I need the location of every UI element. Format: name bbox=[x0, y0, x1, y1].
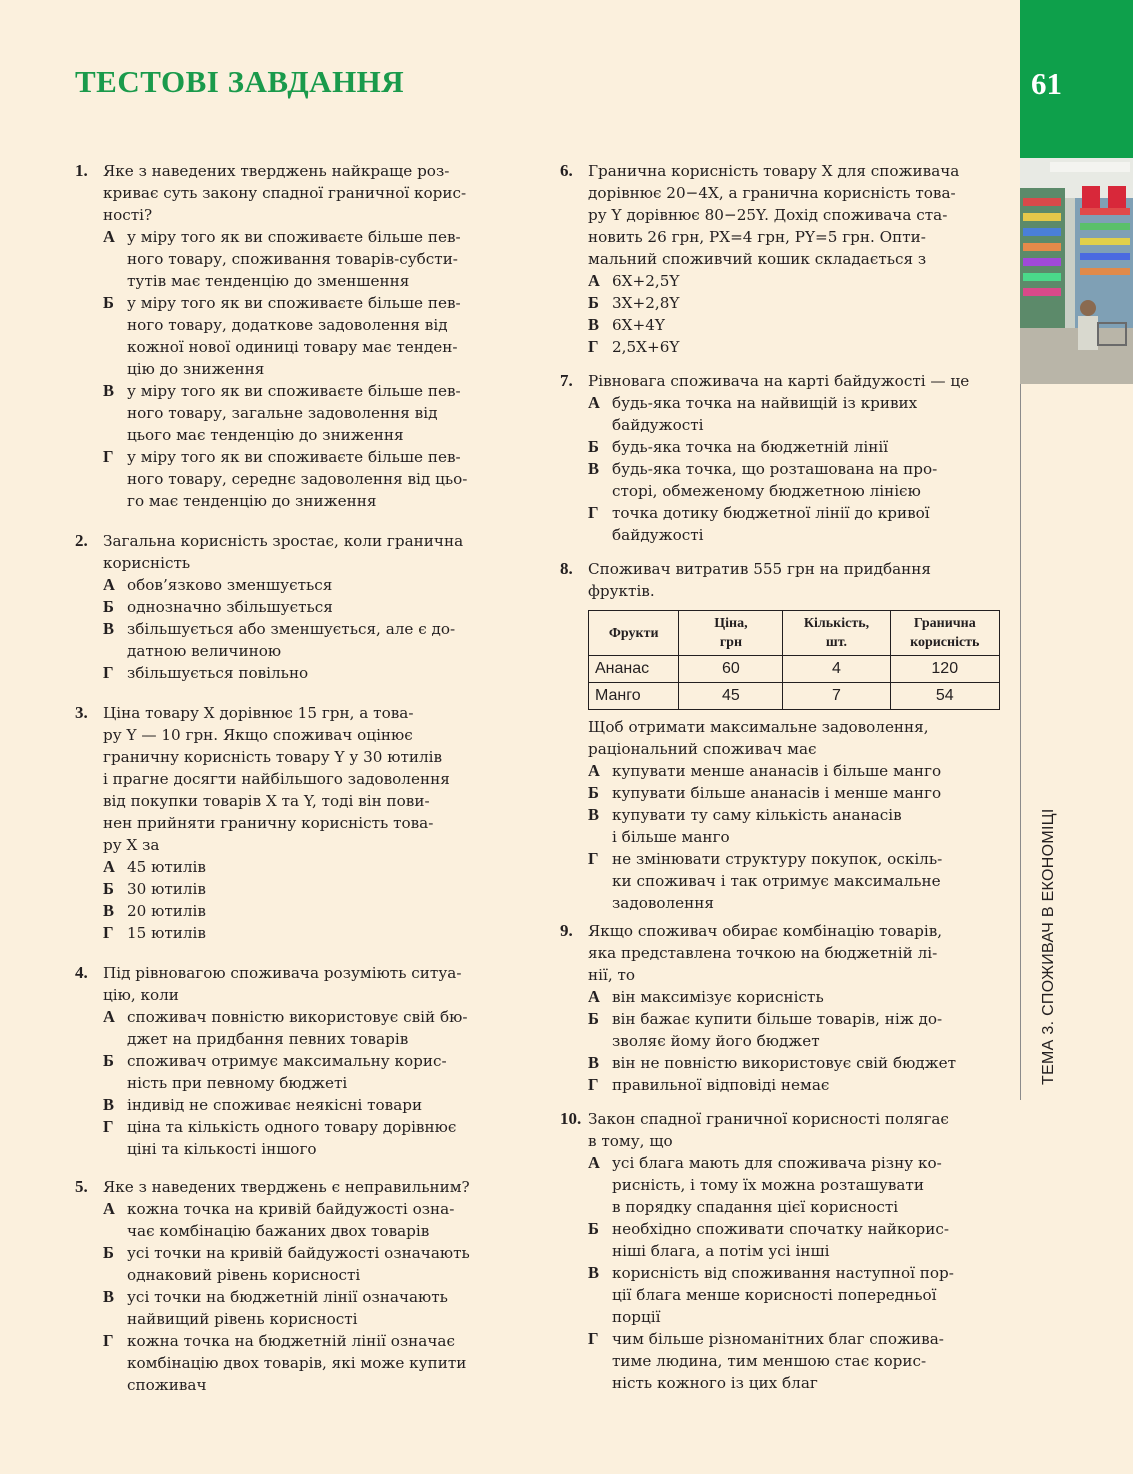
option-letter: А bbox=[103, 227, 115, 246]
option-letter: Г bbox=[588, 1329, 599, 1348]
question-stem bbox=[588, 160, 1000, 270]
followup-line: Щоб отримати максимальне задоволення, bbox=[588, 718, 929, 736]
option-letter: Б bbox=[588, 1219, 599, 1238]
question-stem bbox=[103, 160, 515, 226]
answer-option bbox=[75, 292, 515, 380]
option-letter: Г bbox=[588, 1075, 599, 1094]
answer-option bbox=[75, 1198, 515, 1242]
option-line: ціна та кількість одного товару дорівнює bbox=[127, 1118, 457, 1136]
stem-line: Гранична корисність товару X для споживача bbox=[588, 162, 960, 180]
answer-option bbox=[75, 1330, 515, 1396]
option-letter: Б bbox=[103, 293, 114, 312]
option-line: він не повністю використовує свій бюджет bbox=[612, 1054, 957, 1072]
table-cell: 120 bbox=[890, 656, 999, 683]
followup-line: раціональний споживач має bbox=[588, 740, 817, 758]
option-line: байдужості bbox=[612, 526, 704, 544]
option-letter: В bbox=[588, 805, 600, 824]
option-letter: В bbox=[103, 619, 115, 638]
table-header bbox=[890, 611, 999, 656]
option-letter: А bbox=[588, 271, 600, 290]
option-letter: Б bbox=[103, 1051, 114, 1070]
option-letter: Г bbox=[103, 1117, 114, 1136]
option-line: 3X+2,8Y bbox=[612, 294, 680, 312]
option-line: будь-яка точка на найвищій із кривих bbox=[612, 394, 918, 412]
question-number: 9. bbox=[560, 921, 573, 940]
option-letter: В bbox=[588, 1263, 600, 1282]
option-letter: А bbox=[103, 575, 115, 594]
answer-option bbox=[75, 662, 515, 684]
stem-line: Якщо споживач обирає комбінацію товарів, bbox=[588, 922, 943, 940]
option-line: купувати ту саму кількість ананасів bbox=[612, 806, 902, 824]
answer-option bbox=[560, 782, 1000, 804]
option-letter: Б bbox=[588, 293, 599, 312]
option-line: 15 ютилів bbox=[127, 924, 206, 942]
option-line: споживач bbox=[127, 1376, 207, 1394]
stem-line: ності? bbox=[103, 206, 153, 224]
question-stem bbox=[103, 702, 515, 856]
table-header-row bbox=[589, 611, 1000, 656]
option-line: кожна точка на кривій байдужості озна- bbox=[127, 1200, 455, 1218]
stem-line: ру Y дорівнює 80−25Y. Дохід споживача ста- bbox=[588, 206, 948, 224]
answer-option bbox=[75, 922, 515, 944]
header-line: Гранична bbox=[913, 616, 976, 631]
question-number: 4. bbox=[75, 963, 88, 982]
option-line: в порядку спадання цієї корисності bbox=[612, 1198, 899, 1216]
option-letter: Г bbox=[103, 447, 114, 466]
option-line: чим більше різноманітних благ спожива- bbox=[612, 1330, 944, 1348]
question-stem bbox=[103, 962, 515, 1006]
option-letter: А bbox=[103, 1007, 115, 1026]
option-letter: В bbox=[103, 381, 115, 400]
option-line: у міру того як ви споживаєте більше пев- bbox=[127, 228, 461, 246]
table-cell: Ананас bbox=[589, 656, 679, 683]
table-cell: Манго bbox=[589, 683, 679, 710]
stem-line: ру Y — 10 грн. Якщо споживач оцінює bbox=[103, 726, 413, 744]
question-number: 1. bbox=[75, 161, 88, 180]
stem-line: і прагне досягти найбільшого задоволення bbox=[103, 770, 450, 788]
option-line: усі точки на кривій байдужості означають bbox=[127, 1244, 470, 1262]
option-line: ного товару, середнє задоволення від цьо- bbox=[127, 470, 468, 488]
option-line: зволяє йому його бюджет bbox=[612, 1032, 820, 1050]
question-5 bbox=[75, 1176, 515, 1396]
option-line: 6X+2,5Y bbox=[612, 272, 680, 290]
header-line: Ціна, bbox=[714, 616, 748, 631]
answer-option bbox=[560, 986, 1000, 1008]
answer-option bbox=[560, 1328, 1000, 1394]
option-letter: А bbox=[103, 857, 115, 876]
option-line: він максимізує корисність bbox=[612, 988, 824, 1006]
option-line: збільшується або зменшується, але є до- bbox=[127, 620, 456, 638]
answer-option bbox=[560, 270, 1000, 292]
option-line: обов’язково зменшується bbox=[127, 576, 333, 594]
answer-option bbox=[75, 596, 515, 618]
stem-line: фруктів. bbox=[588, 582, 655, 600]
option-letter: В bbox=[103, 1287, 115, 1306]
question-followup bbox=[588, 716, 1000, 760]
stem-line: Рівновага споживача на карті байдужості — це bbox=[588, 372, 970, 390]
option-letter: Б bbox=[588, 783, 599, 802]
option-line: задоволення bbox=[612, 894, 714, 912]
answer-option bbox=[75, 900, 515, 922]
option-letter: Г bbox=[103, 923, 114, 942]
option-line: однаковий рівень корисності bbox=[127, 1266, 361, 1284]
option-line: джет на придбання певних товарів bbox=[127, 1030, 409, 1048]
table-cell: 7 bbox=[783, 683, 890, 710]
option-line: і більше манго bbox=[612, 828, 730, 846]
answer-option bbox=[75, 574, 515, 596]
answer-option bbox=[560, 848, 1000, 914]
option-line: байдужості bbox=[612, 416, 704, 434]
answer-option bbox=[560, 292, 1000, 314]
stem-line: нії, то bbox=[588, 966, 636, 984]
option-line: тиме людина, тим меншою стає корис- bbox=[612, 1352, 927, 1370]
stem-line: Яке з наведених тверджень є неправильним? bbox=[103, 1178, 470, 1196]
answer-option bbox=[560, 502, 1000, 546]
option-line: ки споживач і так отримує максимальне bbox=[612, 872, 941, 890]
answer-option bbox=[75, 1050, 515, 1094]
option-letter: Г bbox=[588, 337, 599, 356]
header-line: корисність bbox=[910, 635, 980, 650]
answer-option bbox=[560, 1218, 1000, 1262]
answer-option bbox=[560, 436, 1000, 458]
answer-option bbox=[560, 1152, 1000, 1218]
stem-line: в тому, що bbox=[588, 1132, 673, 1150]
option-letter: А bbox=[588, 393, 600, 412]
option-line: 30 ютилів bbox=[127, 880, 206, 898]
option-line: датною величиною bbox=[127, 642, 282, 660]
answer-option bbox=[75, 446, 515, 512]
table-row bbox=[589, 683, 1000, 710]
option-letter: А bbox=[588, 761, 600, 780]
option-line: ного товару, додаткове задоволення від bbox=[127, 316, 448, 334]
option-line: ного товару, споживання товарів-субсти- bbox=[127, 250, 458, 268]
stem-line: граничну корисність товару Y у 30 ютилів bbox=[103, 748, 443, 766]
option-line: усі блага мають для споживача різну ко- bbox=[612, 1154, 942, 1172]
answer-option bbox=[75, 1286, 515, 1330]
stem-line: ру X за bbox=[103, 836, 160, 854]
option-letter: В bbox=[588, 1053, 600, 1072]
option-line: ність при певному бюджеті bbox=[127, 1074, 348, 1092]
question-stem bbox=[588, 558, 1000, 602]
question-3 bbox=[75, 702, 515, 944]
option-line: споживач повністю використовує свій бю- bbox=[127, 1008, 468, 1026]
page-title: ТЕСТОВІ ЗАВДАННЯ bbox=[75, 64, 405, 99]
option-line: у міру того як ви споживаєте більше пев- bbox=[127, 382, 461, 400]
option-line: рисність, і тому їх можна розташувати bbox=[612, 1176, 924, 1194]
page-number: 61 bbox=[1031, 66, 1062, 101]
stem-line: яка представлена точкою на бюджетній лі- bbox=[588, 944, 938, 962]
table-cell: 4 bbox=[783, 656, 890, 683]
stem-line: криває суть закону спадної граничної корис- bbox=[103, 184, 467, 202]
option-line: го має тенденцію до зниження bbox=[127, 492, 377, 510]
option-line: корисність від споживання наступної пор- bbox=[612, 1264, 954, 1282]
answer-option bbox=[560, 1008, 1000, 1052]
question-6 bbox=[560, 160, 1000, 358]
option-line: будь-яка точка, що розташована на про- bbox=[612, 460, 938, 478]
option-line: ного товару, загальне задоволення від bbox=[127, 404, 438, 422]
answer-option bbox=[560, 392, 1000, 436]
option-line: будь-яка точка на бюджетній лінії bbox=[612, 438, 889, 456]
stem-line: новить 26 грн, PX=4 грн, PY=5 грн. Опти- bbox=[588, 228, 926, 246]
option-line: 45 ютилів bbox=[127, 858, 206, 876]
option-line: ність кожного із цих благ bbox=[612, 1374, 818, 1392]
option-line: порції bbox=[612, 1308, 661, 1326]
option-line: у міру того як ви споживаєте більше пев- bbox=[127, 294, 461, 312]
option-line: 6X+4Y bbox=[612, 316, 665, 334]
option-letter: А bbox=[103, 1199, 115, 1218]
question-2 bbox=[75, 530, 515, 684]
answer-option bbox=[560, 336, 1000, 358]
stem-line: Ціна товару X дорівнює 15 грн, а това- bbox=[103, 704, 414, 722]
option-line: комбінацію двох товарів, які може купити bbox=[127, 1354, 467, 1372]
side-label: ТЕМА 3. СПОЖИВАЧ В ЕКОНОМІЦІ bbox=[1040, 808, 1057, 1085]
option-line: кожної нової одиниці товару має тенден- bbox=[127, 338, 458, 356]
option-line: чає комбінацію бажаних двох товарів bbox=[127, 1222, 430, 1240]
question-stem bbox=[103, 1176, 515, 1198]
answer-option bbox=[560, 804, 1000, 848]
question-stem bbox=[588, 1108, 1000, 1152]
table-row bbox=[589, 656, 1000, 683]
answer-option bbox=[75, 1116, 515, 1160]
option-line: найвищий рівень корисності bbox=[127, 1310, 358, 1328]
answer-option bbox=[75, 380, 515, 446]
option-line: 2,5X+6Y bbox=[612, 338, 680, 356]
question-stem bbox=[588, 370, 1000, 392]
option-letter: Б bbox=[103, 879, 114, 898]
option-letter: А bbox=[588, 1153, 600, 1172]
stem-line: мальний споживчий кошик складається з bbox=[588, 250, 927, 268]
option-line: цього має тенденцію до зниження bbox=[127, 426, 404, 444]
option-line: ції блага менше корисності попередньої bbox=[612, 1286, 937, 1304]
option-line: збільшується повільно bbox=[127, 664, 309, 682]
answer-option bbox=[560, 1262, 1000, 1328]
option-letter: Г bbox=[588, 503, 599, 522]
option-line: ціні та кількості іншого bbox=[127, 1140, 317, 1158]
question-number: 8. bbox=[560, 559, 573, 578]
stem-line: дорівнює 20−4X, а гранична корисність това- bbox=[588, 184, 956, 202]
answer-option bbox=[560, 1074, 1000, 1096]
answer-option bbox=[75, 1094, 515, 1116]
question-1 bbox=[75, 160, 515, 512]
stem-line: Споживач витратив 555 грн на придбання bbox=[588, 560, 932, 578]
answer-option bbox=[75, 878, 515, 900]
question-10 bbox=[560, 1108, 1000, 1394]
header-line: шт. bbox=[825, 635, 848, 650]
option-line: ніші блага, а потім усі інші bbox=[612, 1242, 830, 1260]
option-line: купувати більше ананасів і менше манго bbox=[612, 784, 942, 802]
question-number: 2. bbox=[75, 531, 88, 550]
side-divider bbox=[1020, 384, 1021, 1100]
option-line: правильної відповіді немає bbox=[612, 1076, 830, 1094]
answer-option bbox=[560, 458, 1000, 502]
question-9 bbox=[560, 920, 1000, 1096]
option-line: 20 ютилів bbox=[127, 902, 206, 920]
option-letter: В bbox=[588, 459, 600, 478]
option-letter: Б bbox=[103, 1243, 114, 1262]
question-stem bbox=[103, 530, 515, 574]
answer-option bbox=[75, 856, 515, 878]
fruit-table bbox=[588, 610, 1000, 710]
option-line: кожна точка на бюджетній лінії означає bbox=[127, 1332, 455, 1350]
option-line: купувати менше ананасів і більше манго bbox=[612, 762, 942, 780]
table-cell: 60 bbox=[679, 656, 783, 683]
option-letter: А bbox=[588, 987, 600, 1006]
answer-option bbox=[75, 226, 515, 292]
stem-line: Яке з наведених тверджень найкраще роз- bbox=[103, 162, 450, 180]
option-line: цію до зниження bbox=[127, 360, 265, 378]
answer-option bbox=[560, 1052, 1000, 1074]
option-line: індивід не споживає неякісні товари bbox=[127, 1096, 423, 1114]
answer-option bbox=[75, 1242, 515, 1286]
option-letter: Г bbox=[588, 849, 599, 868]
question-4 bbox=[75, 962, 515, 1160]
question-number: 10. bbox=[560, 1109, 582, 1128]
option-line: необхідно споживати спочатку найкорис- bbox=[612, 1220, 950, 1238]
answer-option bbox=[75, 618, 515, 662]
supermarket-photo bbox=[1020, 158, 1133, 384]
header-line: грн bbox=[719, 635, 743, 650]
option-line: тутів має тенденцію до зменшення bbox=[127, 272, 410, 290]
option-letter: Б bbox=[588, 437, 599, 456]
option-letter: Б bbox=[103, 597, 114, 616]
option-letter: В bbox=[103, 901, 115, 920]
stem-line: Закон спадної граничної корисності полягає bbox=[588, 1110, 949, 1128]
option-letter: Г bbox=[103, 663, 114, 682]
answer-option bbox=[75, 1006, 515, 1050]
option-line: споживач отримує максимальну корис- bbox=[127, 1052, 447, 1070]
option-letter: Г bbox=[103, 1331, 114, 1350]
header-line: Кількість, bbox=[803, 616, 870, 631]
option-letter: Б bbox=[588, 1009, 599, 1028]
question-8 bbox=[560, 558, 1000, 914]
question-number: 7. bbox=[560, 371, 573, 390]
answer-option bbox=[560, 314, 1000, 336]
question-number: 3. bbox=[75, 703, 88, 722]
table-cell: 45 bbox=[679, 683, 783, 710]
stem-line: Загальна корисність зростає, коли гранична bbox=[103, 532, 464, 550]
question-number: 5. bbox=[75, 1177, 88, 1196]
stem-line: цію, коли bbox=[103, 986, 179, 1004]
header-line: Фрукти bbox=[608, 625, 659, 641]
table-header bbox=[679, 611, 783, 656]
question-number: 6. bbox=[560, 161, 573, 180]
option-line: сторі, обмеженому бюджетною лінією bbox=[612, 482, 921, 500]
option-letter: В bbox=[103, 1095, 115, 1114]
option-line: він бажає купити більше товарів, ніж до- bbox=[612, 1010, 943, 1028]
table-header bbox=[783, 611, 890, 656]
option-line: усі точки на бюджетній лінії означають bbox=[127, 1288, 448, 1306]
question-7 bbox=[560, 370, 1000, 546]
option-line: у міру того як ви споживаєте більше пев- bbox=[127, 448, 461, 466]
answer-option bbox=[560, 760, 1000, 782]
option-line: однозначно збільшується bbox=[127, 598, 333, 616]
stem-line: корисність bbox=[103, 554, 191, 572]
stem-line: нен прийняти граничну корисність това- bbox=[103, 814, 434, 832]
stem-line: Під рівновагою споживача розуміють ситуа- bbox=[103, 964, 462, 982]
option-line: не змінювати структуру покупок, оскіль- bbox=[612, 850, 943, 868]
table-header bbox=[589, 611, 679, 656]
option-letter: В bbox=[588, 315, 600, 334]
option-line: точка дотику бюджетної лінії до кривої bbox=[612, 504, 930, 522]
question-stem bbox=[588, 920, 1000, 986]
table-cell: 54 bbox=[890, 683, 999, 710]
stem-line: від покупки товарів X та Y, тоді він пови- bbox=[103, 792, 430, 810]
